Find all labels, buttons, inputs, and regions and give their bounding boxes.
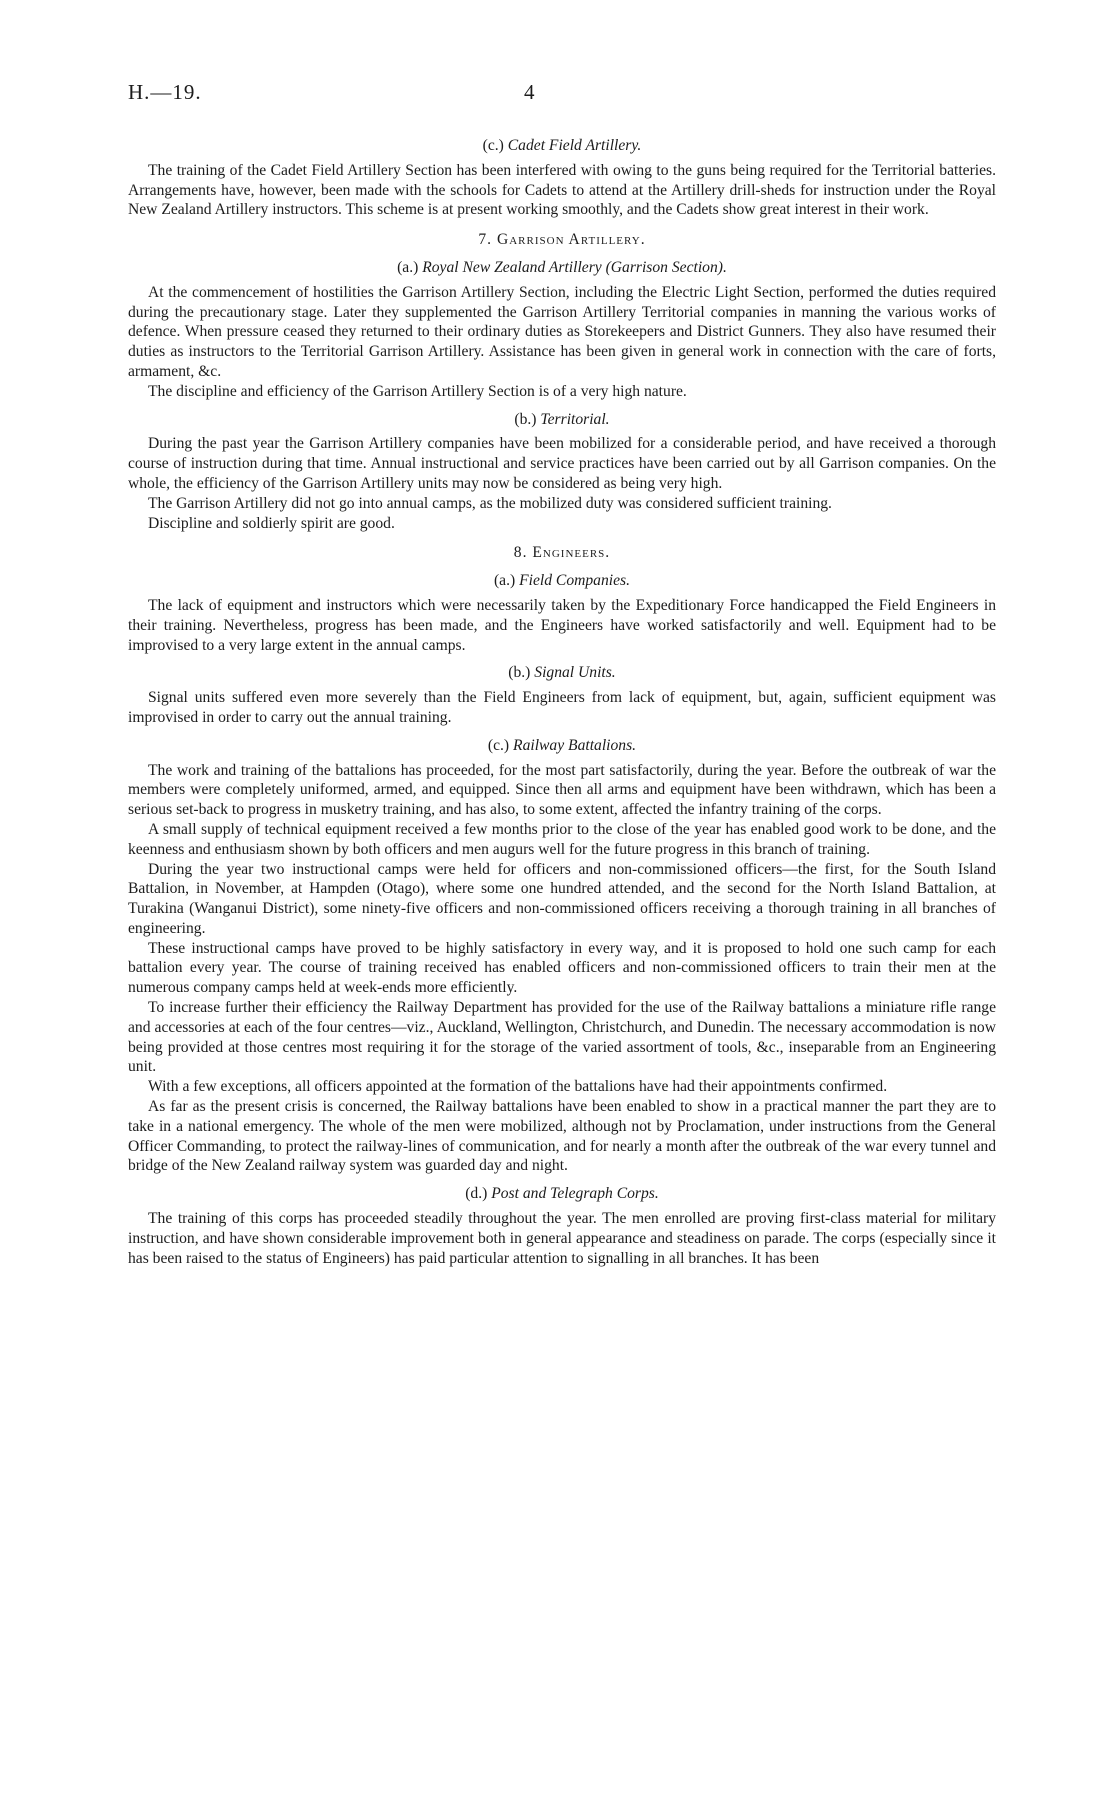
paragraph: The discipline and efficiency of the Garrison Artillery Section is of a very high nature. [148, 382, 687, 400]
paragraph: During the year two instructional camps were held for officers and non-commissioned officers—the first, for the South Island Battalion, in November, at Hampden (Otago), where some one hundred attended, and the second for the North Island Battalion, at Turakina (Wanganui District), some ninety-five officers and non-commissioned officers receiving a thorough training in all branches of engineering. [128, 860, 996, 937]
paragraph: A small supply of technical equipment received a few months prior to the close of the year has enabled good work to be done, and the keenness and enthusiasm shown by both officers and men augurs well for the future progress in this branch of training. [128, 820, 996, 858]
subsection-title-railway-battalions: (c.) Railway Battalions. [487, 736, 637, 754]
page-header [128, 80, 1008, 110]
paragraph: The work and training of the battalions has proceeded, for the most part satisfactorily, during the year. Before the outbreak of war the members were completely uniformed, armed, and equipped. Since then all arms and equipment have been withdrawn, which has been a serious set-back to progress in musketry training, and has also, to some extent, affected the infantry training of the corps. [128, 761, 996, 819]
subsection-title-signal-units: (b.) Signal Units. [508, 664, 616, 682]
section-title-engineers: 8. Engineers. [513, 544, 611, 562]
paragraph: As far as the present crisis is concerned, the Railway battalions have been enabled to show in a practical manner the part they are to take in a national emergency. The whole of the men were mobilized, although not by Proclamation, under instructions from the General Officer Commanding, to protect the railway-lines of communication, and for nearly a month after the outbreak of the war every tunnel and bridge of the New Zealand railway system was guarded day and night. [128, 1098, 996, 1175]
paragraph: The lack of equipment and instructors which were necessarily taken by the Expeditionary Force handicapped the Field Engineers in their training. Nevertheless, progress has been made, and the Engineers have worked satisfactorily and well. Equipment had to be improvised to a very large extent in the annual camps. [128, 596, 996, 654]
paragraph: Discipline and soldierly spirit are good. [148, 514, 395, 532]
subsection-title-royal-nz-artillery: (a.) Royal New Zealand Artillery (Garrison Section). [397, 258, 727, 276]
section-title-garrison-artillery: 7. Garrison Artillery. [478, 231, 646, 249]
paragraph: At the commencement of hostilities the Garrison Artillery Section, including the Electric Light Section, performed the duties required during the precautionary stage. Later they supplemented the Garrison Artillery Territorial companies in manning the various works of defence. When pressure ceased they returned to their ordinary duties as Storekeepers and District Gunners. They also have resumed their duties as instructors to the Territorial Garrison Artillery. Assistance has been given in general work in connection with the care of forts, armament, &c. [128, 283, 996, 380]
paragraph: Signal units suffered even more severely than the Field Engineers from lack of equipment, but, again, sufficient equipment was improvised in order to carry out the annual training. [128, 689, 996, 726]
document-code: H.—19. [128, 80, 202, 104]
paragraph: With a few exceptions, all officers appointed at the formation of the battalions have had their appointments confirmed. [148, 1078, 888, 1096]
paragraph: The training of the Cadet Field Artillery Section has been interfered with owing to the guns being required for the Territorial batteries. Arrangements have, however, been made with the schools for Cadets to attend at the Artillery drill-sheds for instruction under the Royal New Zealand Artillery instructors. This scheme is at present working smoothly, and the Cadets show great interest in their work. [128, 161, 996, 219]
paragraph: The Garrison Artillery did not go into annual camps, as the mobilized duty was considered sufficient training. [148, 494, 832, 512]
subsection-title-post-telegraph-corps: (d.) Post and Telegraph Corps. [465, 1185, 659, 1203]
paragraph: To increase further their efficiency the Railway Department has provided for the use of the Railway battalions a miniature rifle range and accessories at each of the four centres—viz., Auckland, Wellington, Christchurch, and Dunedin. The necessary accommodation is now being provided at those centres most requiring it for the storage of the varied assortment of tools, &c., inseparable from an Engineering unit. [128, 999, 996, 1076]
page-number: 4 [524, 80, 535, 104]
subsection-title-field-companies: (a.) Field Companies. [493, 572, 630, 590]
paragraph: During the past year the Garrison Artillery companies have been mobilized for a considerable period, and have received a thorough course of instruction during that time. Annual instructional and service practices have been carried out by all Garrison companies. On the whole, the efficiency of the Garrison Artillery units may now be considered as being very high. [128, 435, 996, 492]
paragraph: The training of this corps has proceeded steadily throughout the year. The men enrolled are proving first-class material for military instruction, and have shown considerable improvement both in general appearance and steadiness on parade. The corps (especially since it has been raised to the status of Engineers) has paid particular attention to signalling in all branches. It has been [128, 1210, 996, 1267]
page-body [128, 128, 996, 1268]
subsection-title-cadet-field-artillery: (c.) Cadet Field Artillery. [482, 137, 642, 154]
paragraph: These instructional camps have proved to be highly satisfactory in every way, and it is proposed to hold one such camp for each battalion every year. The course of training received has enabled officers and non-commissioned officers to train their men at the numerous company camps held at week-ends more efficiently. [128, 939, 996, 997]
subsection-title-territorial: (b.) Territorial. [514, 410, 610, 428]
